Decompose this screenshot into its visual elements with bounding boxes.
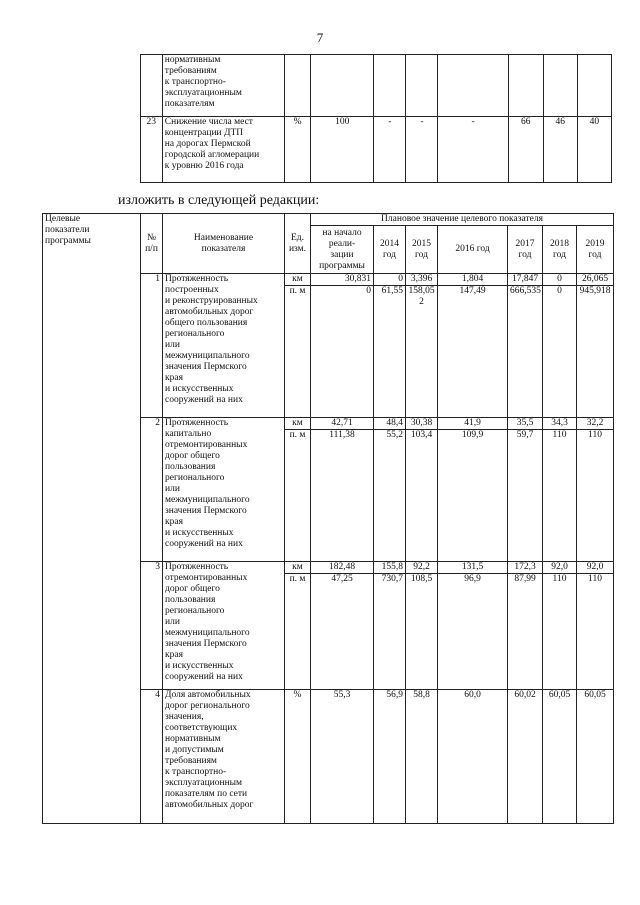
value-cell: 108,5 [406,573,437,585]
indicator-name: Протяженность построенных и реконструированных автомобильных дорог общего пользования регионального или межмуниципального значения Пермского края и искусственных сооружений на них [163,274,285,418]
value-cell: 92,0 [551,562,568,572]
unit: % [285,690,311,824]
value-cell: 110 [577,573,613,585]
value-cell: 30,831 [344,274,371,284]
value-cell: 1,804 [461,274,484,284]
value-cell: 0 [311,285,373,297]
indicator-name: Доля автомобильных дорог регионального значения, соответствующих нормативным и допустимым требованиям к транспортно- эксплуатационным показателям по сети автомобильных дорог [163,690,285,824]
unit: п. м [285,573,310,585]
indicator-name: Снижение числа мест концентрации ДТП на дорогах Пермской городской агломерации к уровню 2016 года [162,117,284,183]
indicators-table [42,213,614,824]
value-cell: 96,9 [438,573,507,585]
empty-cell [140,55,162,117]
value-cell: 17,847 [511,274,539,284]
value-cell: 110 [543,429,576,441]
planned-value-header: Плановое значение целевого показателя [311,214,614,226]
value-cell: 111,38 [311,429,373,441]
unit: км [292,418,303,428]
value-cell: 58,8 [406,690,438,824]
col-header-year: 2016 год [438,226,508,274]
value-cell: 32,2 [586,418,604,428]
page-number: 7 [316,30,324,45]
row-number: 4 [141,690,163,824]
value-cell: 182,48 [328,562,356,572]
unit: км [292,562,303,572]
value-cell: 55,3 [311,690,374,824]
value-cell: 0 [398,274,403,284]
value-cell: 109,9 [438,429,507,441]
value-cell: 92,0 [586,562,604,572]
value-cell: 40 [577,117,611,183]
col-header-num: № п/п [141,214,163,274]
empty-cell [42,55,140,117]
value-cell: 945,918 [577,285,613,297]
value-cell: 66 [508,117,543,183]
unit: км [292,274,303,284]
value-cell: 60,05 [577,690,614,824]
value-cell: 35,5 [516,418,534,428]
value-cell: 666,535 [510,286,541,296]
col-header-year: 2019 год [577,226,614,274]
value-cell: 60,05 [543,690,577,824]
value-cell: 41,9 [464,418,481,428]
value-cell: 158,05 2 [406,285,437,308]
row-number: 1 [141,274,163,418]
value-cell: 56,9 [374,690,406,824]
value-cell: 30,38 [410,418,433,428]
value-cell: 0 [543,285,576,297]
value-cell: 3,396 [410,274,433,284]
unit: п. м [285,429,310,441]
value-cell: 131,5 [461,562,484,572]
value-cell: 147,49 [438,285,507,297]
value-cell: 155,8 [381,562,403,572]
value-cell: - [406,117,438,183]
value-cell: - [438,117,508,183]
value-cell: 110 [543,573,576,585]
value-cell: 42,71 [331,418,353,428]
col-header-name: Наименование показателя [163,214,285,274]
unit: п. м [285,285,310,297]
value-cell: 100 [311,117,374,183]
program-indicators-label: Целевые показатели программы [43,214,141,824]
value-cell: 46 [543,117,577,183]
value-cell: 730,7 [374,573,405,585]
value-cell: 26,065 [581,274,609,284]
value-cell: 92,2 [413,562,430,572]
col-header-unit: Ед. изм. [285,214,311,274]
col-header-year: 2014 год [374,226,406,274]
value-cell: 60,0 [438,690,508,824]
value-cell: 34,3 [551,418,568,428]
value-cell: 48,4 [386,418,403,428]
row-number: 3 [141,562,163,690]
value-cell: 103,4 [406,429,437,441]
unit: % [285,117,311,183]
col-header-year: на начало реали- зации программы [311,226,374,274]
section-heading: изложить в следующей редакции: [118,193,320,208]
value-cell: 60,02 [508,690,543,824]
row-number: 23 [140,117,162,183]
previous-table-fragment [42,54,612,183]
continued-indicator-name: нормативным требованиям к транспортно- эксплуатационным показателям [162,55,284,117]
value-cell: 87,99 [508,573,542,585]
row-number: 2 [141,418,163,562]
col-header-year: 2018 год [543,226,577,274]
value-cell: 0 [557,274,562,284]
value-cell: 110 [577,429,613,441]
value-cell: 59,7 [508,429,542,441]
value-cell: 47,25 [311,573,373,585]
value-cell: - [374,117,406,183]
col-header-year: 2017 год [508,226,543,274]
indicator-name: Протяженность капитально отремонтированных дорог общего пользования регионального или межмуниципального значения Пермского края и искусственных сооружений на них [163,418,285,562]
col-header-year: 2015 год [406,226,438,274]
value-cell: 172,3 [514,562,536,572]
value-cell: 55,2 [374,429,405,441]
indicator-name: Протяженность отремонтированных дорог общего пользования регионального или межмуниципального значения Пермского края и искусственных сооружений на них [163,562,285,690]
value-cell: 61,55 [374,285,405,297]
